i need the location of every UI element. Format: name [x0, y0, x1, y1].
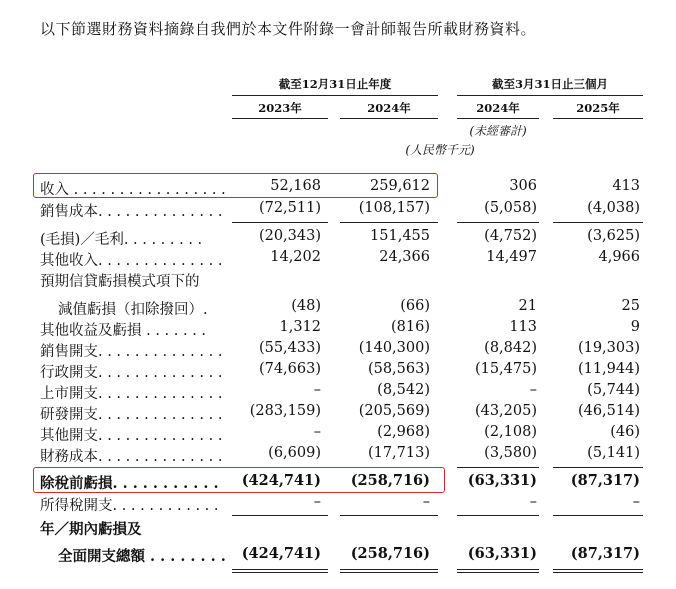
- highlight-box-loss-before-tax: [33, 467, 445, 493]
- value-cell: (816): [391, 319, 430, 335]
- value-cell: (63,331): [467, 472, 537, 489]
- value-cell: (58,563): [367, 361, 430, 377]
- table-row: [0, 403, 676, 423]
- underline: [232, 222, 328, 223]
- underline: [232, 515, 328, 516]
- value-cell: (48): [291, 298, 321, 314]
- value-cell: 413: [612, 178, 640, 194]
- year-rule: [340, 118, 438, 119]
- row-label: 其他收益及虧損 . . . . . . .: [40, 323, 207, 339]
- year-header-2023: 2023年: [258, 101, 302, 115]
- value-cell: (46): [610, 424, 640, 440]
- value-cell: (4,038): [587, 200, 640, 216]
- table-row: [0, 340, 676, 360]
- value-cell: (2,108): [484, 424, 537, 440]
- value-cell: 151,455: [370, 228, 430, 244]
- value-cell: (140,300): [358, 340, 430, 356]
- value-cell: –: [529, 382, 537, 398]
- value-cell: (3,625): [587, 228, 640, 244]
- value-cell: (4,752): [484, 228, 537, 244]
- double-underline: [553, 569, 643, 573]
- value-cell: (424,741): [241, 545, 321, 562]
- value-cell: (72,511): [258, 200, 321, 216]
- highlight-box-revenue: [33, 173, 438, 198]
- table-row: [0, 270, 676, 290]
- value-cell: –: [422, 494, 430, 510]
- row-label: 預期信貸虧損模式項下的: [40, 274, 200, 290]
- value-cell: –: [632, 494, 640, 510]
- row-label: 年／期內虧損及: [40, 521, 142, 538]
- value-cell: 259,612: [370, 178, 430, 194]
- value-cell: (3,580): [484, 445, 537, 461]
- row-label: 其他開支. . . . . . . . . . . . . .: [40, 428, 223, 444]
- row-label: 財務成本. . . . . . . . . . . . . .: [40, 449, 223, 465]
- table-row: [0, 518, 676, 538]
- unaudited-note: (未經審計): [469, 124, 527, 138]
- value-cell: (20,343): [258, 228, 321, 244]
- value-cell: 4,966: [598, 249, 640, 265]
- value-cell: (8,542): [377, 382, 430, 398]
- group-header-year: 截至12月31日止年度: [278, 77, 392, 91]
- row-label: 銷售成本. . . . . . . . . . . . . .: [40, 204, 223, 220]
- value-cell: 306: [509, 178, 537, 194]
- value-cell: 1,312: [279, 319, 321, 335]
- table-row: [0, 319, 676, 339]
- value-cell: (11,944): [577, 361, 640, 377]
- value-cell: –: [313, 424, 321, 440]
- value-cell: –: [313, 382, 321, 398]
- value-cell: (108,157): [358, 200, 430, 216]
- row-label: 銷售開支. . . . . . . . . . . . . .: [40, 344, 223, 360]
- year-rule: [457, 118, 539, 119]
- value-cell: (66): [400, 298, 430, 314]
- intro-text: 以下節選財務資料摘錄自我們於本文件附錄一會計師報告所載財務資料。: [40, 20, 537, 38]
- value-cell: 14,202: [270, 249, 321, 265]
- value-cell: –: [529, 494, 537, 510]
- year-header-2024-3m: 2024年: [476, 101, 520, 115]
- value-cell: (87,317): [570, 472, 640, 489]
- table-row: [0, 445, 676, 465]
- value-cell: (55,433): [258, 340, 321, 356]
- underline: [457, 515, 539, 516]
- group-rule-3m: [457, 95, 643, 96]
- value-cell: 14,497: [486, 249, 537, 265]
- year-header-2024: 2024年: [367, 101, 411, 115]
- value-cell: (17,713): [367, 445, 430, 461]
- table-row: [0, 361, 676, 381]
- table-row: [0, 228, 676, 248]
- underline: [457, 222, 539, 223]
- year-rule: [232, 118, 328, 119]
- row-label: 減值虧損（扣除撥回）.: [58, 302, 208, 318]
- underline: [457, 467, 539, 468]
- underline: [553, 515, 643, 516]
- year-header-2025-3m: 2025年: [576, 101, 620, 115]
- value-cell: (283,159): [249, 403, 321, 419]
- row-label: 其他收入. . . . . . . . . . . . . .: [40, 253, 223, 269]
- underline: [553, 467, 643, 468]
- table-row: [0, 298, 676, 318]
- double-underline: [340, 569, 438, 573]
- row-label: 行政開支. . . . . . . . . . . . . .: [40, 365, 223, 381]
- table-row: [0, 382, 676, 402]
- value-cell: (258,716): [350, 472, 430, 489]
- value-cell: (87,317): [570, 545, 640, 562]
- year-rule: [553, 118, 643, 119]
- value-cell: 24,366: [379, 249, 430, 265]
- group-header-3m: 截至3月31日止三個月: [491, 77, 608, 91]
- value-cell: (8,842): [484, 340, 537, 356]
- table-row: [0, 424, 676, 444]
- double-underline: [457, 569, 539, 573]
- value-cell: (46,514): [577, 403, 640, 419]
- value-cell: 21: [518, 298, 537, 314]
- row-label: 全面開支總額 . . . . . . . .: [58, 548, 226, 565]
- row-label: (毛損)／毛利. . . . . . . . .: [40, 232, 203, 248]
- row-label: 所得稅開支. . . . . . . . . . . .: [40, 498, 219, 514]
- table-row: [0, 545, 676, 565]
- value-cell: 113: [509, 319, 537, 335]
- value-cell: (15,475): [474, 361, 537, 377]
- value-cell: (5,141): [587, 445, 640, 461]
- value-cell: 25: [621, 298, 640, 314]
- value-cell: (19,303): [577, 340, 640, 356]
- row-label: 除稅前虧損. . . . . . . . . . .: [40, 475, 219, 492]
- table-row: [0, 200, 676, 220]
- underline: [553, 222, 643, 223]
- table-row: [0, 494, 676, 514]
- value-cell: (424,741): [241, 472, 321, 489]
- value-cell: (74,663): [258, 361, 321, 377]
- row-label: 收入 . . . . . . . . . . . . . . . . .: [40, 182, 226, 198]
- value-cell: –: [313, 494, 321, 510]
- table-row: [0, 249, 676, 269]
- value-cell: (43,205): [474, 403, 537, 419]
- value-cell: (258,716): [350, 545, 430, 562]
- value-cell: (2,968): [377, 424, 430, 440]
- value-cell: (6,609): [268, 445, 321, 461]
- value-cell: (205,569): [358, 403, 430, 419]
- double-underline: [232, 569, 328, 573]
- value-cell: 9: [630, 319, 640, 335]
- value-cell: (63,331): [467, 545, 537, 562]
- underline: [340, 222, 438, 223]
- unit-note: (人民幣千元): [405, 143, 475, 157]
- underline: [340, 515, 438, 516]
- value-cell: (5,744): [587, 382, 640, 398]
- value-cell: (5,058): [484, 200, 537, 216]
- row-label: 研發開支. . . . . . . . . . . . . .: [40, 407, 223, 423]
- value-cell: 52,168: [270, 178, 321, 194]
- group-rule-year: [232, 95, 438, 96]
- row-label: 上市開支. . . . . . . . . . . . . .: [40, 386, 223, 402]
